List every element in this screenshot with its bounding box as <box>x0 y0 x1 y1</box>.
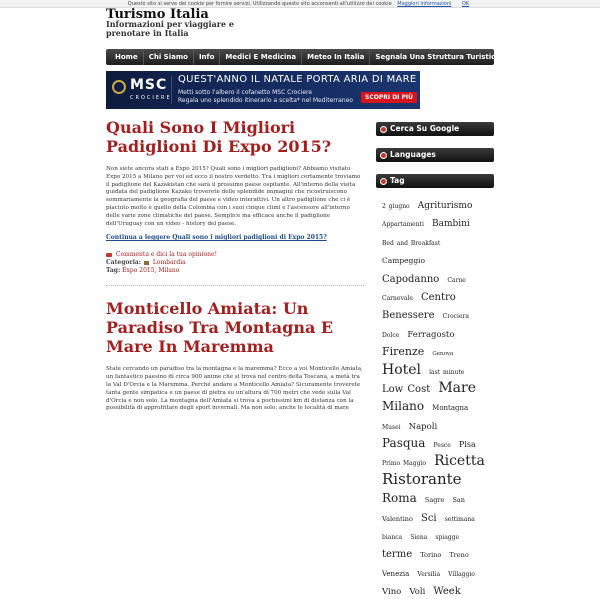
banner-cta-button[interactable]: SCOPRI DI PIÙ <box>361 92 417 103</box>
tag-link[interactable]: Pisa <box>458 440 476 450</box>
tag-link[interactable]: Crociera <box>442 313 469 321</box>
msc-logo-text: MSC <box>130 77 168 93</box>
tag-link[interactable]: Campeggio <box>382 256 426 266</box>
tag-link[interactable]: 2 giugno <box>382 203 410 210</box>
tag-link[interactable]: Firenze <box>382 345 425 359</box>
tag-link[interactable]: Capodanno <box>382 273 440 285</box>
tag-link[interactable]: Musei <box>382 423 401 431</box>
msc-logo <box>110 76 172 104</box>
tag-link[interactable]: Siena <box>410 534 428 542</box>
main-content <box>106 118 364 413</box>
tag-link[interactable]: Primo Maggio <box>382 460 426 468</box>
post-meta <box>106 251 364 275</box>
banner-line-1: Metti sotto l'albero il cofanetto MSC Crociere <box>178 89 313 96</box>
post-excerpt: State cercando un paradiso tra la montagna e la maremma? Ecco a voi Monticello Amiata, un fantastico paesino di circa 900 anime che si trova nel centro della Toscana, a metà tra la Val D'Orcia e la Maremma. Perché andare a Monticello Amiata? Sicuramente troverete tanta gente simpatica e un paese di pietra su un'altura di 700 metri che vede sulla Val d'Orcia e non solo. La montagna dell'Amiata si trova a pochissimi km di distanza con la possibilità di approfittare degli sport invernali. Ma non solo: anche le località di mare <box>106 366 363 412</box>
tag-link[interactable]: Milano <box>382 399 425 414</box>
tag-link[interactable]: Ristorante <box>382 469 462 488</box>
tag-link[interactable]: Roma <box>382 491 417 506</box>
tag-link[interactable]: terme <box>382 549 413 561</box>
widget-title: Cerca Su Google <box>390 124 460 133</box>
tag-link[interactable]: Napoli <box>408 421 438 432</box>
banner-line-2: Regala uno splendido itinerario a scelta* nel Mediterraneo <box>178 97 353 104</box>
widget-google-search <box>376 122 494 136</box>
ad-banner[interactable] <box>106 71 420 109</box>
read-more-link[interactable]: Continua a leggere Quali sono i migliori padiglioni di Expo 2015? <box>106 234 327 242</box>
tag-link[interactable]: Appartamenti <box>382 221 424 229</box>
nav-home[interactable]: Home <box>110 49 144 65</box>
post-article <box>106 118 364 275</box>
cookie-bar <box>0 0 600 8</box>
widget-tags <box>376 174 494 188</box>
tag-link[interactable]: Bambini <box>431 219 470 230</box>
tag-link[interactable]: Treno <box>449 551 469 560</box>
tag-link[interactable]: Week <box>433 586 461 598</box>
cookie-text: Questo sito si serve dei cookie per fornire servizi. Utilizzando questo sito acconsenti all'utilizzo dei cookie <box>127 1 392 7</box>
tag-link[interactable]: Villaggio <box>448 570 475 578</box>
tag-link[interactable]: last minute <box>429 368 465 376</box>
post-article <box>106 299 364 413</box>
post-excerpt: Non siete ancora stati a Expo 2015? Quali sono i migliori padiglioni? Abbiamo visitato Expo 2015 a Milano per voi ed ecco il nostro verdetto. Tra i migliori certamente troviamo il padiglione del Kazakistan che sarà il prossimo paese ospitante. All'interno della visita guidata del padiglione Kazako troverete delle splendide immagini che ricostruiscono sommariamente la geografia del paese e video interattivi. Un altro padiglione che ci è piaciuto molto è quello della Colombia con i suoi cinque climi e l'ascensore all'interno delle varie zone climatiche del paese. Semplice ma efficace anche il padiglione dell'Uruguay con un video - history del paese. <box>106 166 361 227</box>
post-title[interactable]: Quali Sono I Migliori Padiglioni Di Expo 2015? <box>106 118 332 156</box>
widget-languages <box>376 148 494 162</box>
site-description: Informazioni per viaggiare e prenotare in Italia <box>106 19 234 38</box>
widget-bullet-icon <box>380 126 387 133</box>
cookie-ok-button[interactable]: OK <box>462 1 470 7</box>
tag-link[interactable]: settimana bianca <box>382 515 475 542</box>
tag-link[interactable]: Genova <box>432 351 454 358</box>
nav-segnala[interactable]: Segnala Una Struttura Turistica <box>375 53 501 61</box>
tags-links[interactable]: Expo 2015, Milano <box>122 267 180 275</box>
tag-link[interactable]: Torino <box>420 551 442 560</box>
tag-link[interactable]: Low Cost <box>382 383 431 395</box>
tag-cloud <box>376 188 494 599</box>
tag-link[interactable]: Centro Benessere <box>382 291 456 322</box>
tag-link[interactable]: Pesce <box>433 442 451 450</box>
tag-link[interactable]: Ferragosto <box>407 329 455 340</box>
folder-icon <box>144 261 149 265</box>
tag-link[interactable]: Sagre <box>424 496 445 505</box>
category-label: Categoria: <box>106 259 141 267</box>
tags-label: Tag: <box>106 267 121 275</box>
cookie-info-link[interactable]: Maggiori informazioni <box>397 1 452 7</box>
nav-info[interactable]: Info <box>194 49 220 65</box>
tag-link[interactable]: Ricetta <box>434 453 485 470</box>
comment-icon <box>106 253 112 257</box>
tag-link[interactable]: Pasqua <box>382 436 426 451</box>
tag-link[interactable]: Versilia <box>417 570 441 578</box>
nav-medici[interactable]: Medici E Medicina <box>220 49 302 65</box>
tag-link[interactable]: Carne <box>447 276 466 284</box>
widget-title: Languages <box>390 150 436 159</box>
widget-title: Tag <box>390 176 405 185</box>
tag-link[interactable]: Bed and Breakfast <box>382 239 441 247</box>
site-title[interactable]: Turismo Italia <box>106 7 209 22</box>
widget-bullet-icon <box>380 178 387 185</box>
tag-link[interactable]: Carnevale <box>382 294 413 302</box>
sidebar <box>376 122 494 599</box>
banner-headline: QUEST'ANNO IL NATALE PORTA ARIA DI MARE <box>178 74 417 85</box>
tag-link[interactable]: Mare <box>438 379 476 396</box>
tag-link[interactable]: Vino <box>382 587 402 598</box>
tag-link[interactable]: Voli <box>409 587 426 598</box>
msc-emblem-icon <box>112 80 126 94</box>
nav-chi-siamo[interactable]: Chi Siamo <box>144 49 194 65</box>
widget-bullet-icon <box>380 152 387 159</box>
msc-logo-sub: CROCIERE <box>130 95 172 101</box>
nav-meteo[interactable]: Meteo In Italia <box>302 49 370 65</box>
tag-link[interactable]: Dolce <box>382 331 400 339</box>
tag-link[interactable]: spiagge <box>435 534 460 542</box>
tag-link[interactable]: Agriturismo <box>417 201 473 211</box>
post-divider <box>106 285 364 286</box>
main-navigation <box>106 49 501 65</box>
tag-link[interactable]: Montagna <box>432 404 469 413</box>
post-title[interactable]: Monticello Amiata: Un Paradiso Tra Montagna E Mare In Maremma <box>106 299 334 357</box>
tag-link[interactable]: San Valentino <box>382 496 465 523</box>
tag-link[interactable]: Sci <box>420 512 437 524</box>
tag-link[interactable]: Venezia <box>382 569 410 578</box>
comment-link[interactable]: Commenta e dici la tua opinione! <box>115 251 217 259</box>
category-link[interactable]: Lombardia <box>152 259 186 267</box>
tag-link[interactable]: Hotel <box>382 361 422 378</box>
